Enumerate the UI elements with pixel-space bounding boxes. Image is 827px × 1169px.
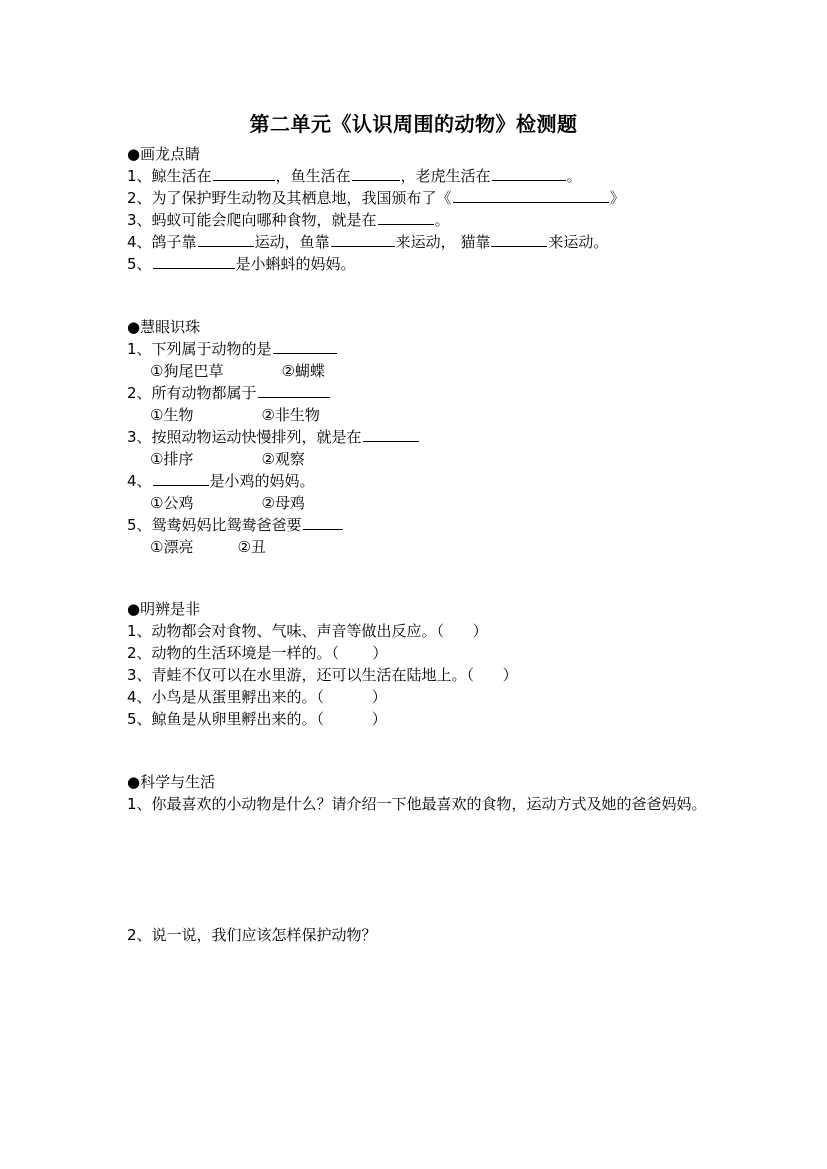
- answer-blank[interactable]: [378, 209, 434, 225]
- question-number: 1、: [127, 622, 152, 640]
- question-judge-2[interactable]: 2、动物的生活环境是一样的。（ ）: [127, 644, 388, 662]
- question-choice-2: 2、所有动物都属于: [127, 382, 331, 404]
- question-choice-4: 4、 是小鸡的妈妈。: [127, 472, 315, 490]
- section-heading-true-false: ●明辨是非: [127, 600, 201, 618]
- question-judge-1[interactable]: 1、动物都会对食物、气味、声音等做出反应。（ ）: [127, 622, 488, 640]
- question-fill-1: 1、鲸生活在 ，鱼生活在 ，老虎生活在 。: [127, 167, 582, 185]
- question-number: 4、: [127, 233, 152, 251]
- question-choice-1: 1、下列属于动物的是: [127, 338, 338, 360]
- question-number: 5、: [127, 710, 152, 728]
- choice-options: [150, 492, 305, 514]
- answer-blank[interactable]: [153, 253, 235, 269]
- question-number: 3、: [127, 211, 152, 229]
- section-heading-fill-blank: ●画龙点睛: [127, 145, 201, 163]
- answer-blank[interactable]: [198, 231, 254, 247]
- question-fill-5: 5、 是小蝌蚪的妈妈。: [127, 255, 356, 273]
- option-2[interactable]: ②蝴蝶: [281, 362, 325, 380]
- answer-blank[interactable]: [331, 231, 395, 247]
- question-open-1: 1、你最喜欢的小动物是什么？请介绍一下他最喜欢的食物，运动方式及她的爸爸妈妈。: [127, 795, 707, 813]
- choice-options: [150, 360, 325, 382]
- question-number: 1、: [127, 167, 152, 185]
- question-fill-4: 4、鸽子靠 运动，鱼靠 来运动， 猫靠 来运动。: [127, 233, 609, 251]
- answer-blank[interactable]: [363, 426, 419, 442]
- option-1[interactable]: ①生物: [150, 406, 194, 424]
- question-number: 5、: [127, 255, 152, 273]
- question-number: 3、: [127, 428, 152, 446]
- question-number: 2、: [127, 926, 152, 944]
- choice-options: [150, 448, 305, 470]
- option-1[interactable]: ①狗尾巴草: [150, 362, 224, 380]
- answer-blank[interactable]: [352, 165, 400, 181]
- question-number: 5、: [127, 516, 152, 534]
- question-fill-3: 3、蚂蚁可能会爬向哪种食物，就是在 。: [127, 211, 450, 229]
- option-2[interactable]: ②母鸡: [261, 494, 305, 512]
- answer-blank[interactable]: [258, 382, 330, 398]
- option-1[interactable]: ①漂亮: [150, 538, 194, 556]
- option-2[interactable]: ②丑: [237, 538, 266, 556]
- answer-blank[interactable]: [453, 187, 609, 203]
- answer-blank[interactable]: [492, 165, 566, 181]
- question-choice-3: 3、按照动物运动快慢排列，就是在: [127, 426, 420, 448]
- option-2[interactable]: ②非生物: [261, 406, 320, 424]
- option-1[interactable]: ①排序: [150, 450, 194, 468]
- question-number: 2、: [127, 644, 152, 662]
- answer-blank[interactable]: [273, 338, 337, 354]
- question-number: 4、: [127, 688, 152, 706]
- option-2[interactable]: ②观察: [261, 450, 305, 468]
- question-number: 3、: [127, 666, 152, 684]
- answer-blank[interactable]: [213, 165, 275, 181]
- answer-blank[interactable]: [303, 514, 343, 530]
- answer-blank[interactable]: [491, 231, 547, 247]
- section-heading-science-life: ●科学与生活: [127, 773, 216, 791]
- question-judge-4[interactable]: 4、小鸟是从蛋里孵出来的。（ ）: [127, 688, 387, 706]
- question-judge-3[interactable]: 3、青蛙不仅可以在水里游，还可以生活在陆地上。（ ）: [127, 666, 518, 684]
- question-number: 1、: [127, 795, 152, 813]
- page-title: 第二单元《认识周围的动物》检测题: [249, 112, 578, 136]
- question-number: 2、: [127, 189, 152, 207]
- question-number: 4、: [127, 472, 152, 490]
- question-number: 1、: [127, 340, 152, 358]
- section-heading-multiple-choice: ●慧眼识珠: [127, 318, 201, 336]
- answer-blank[interactable]: [153, 470, 209, 486]
- choice-options: [150, 536, 266, 558]
- question-open-2: 2、说一说，我们应该怎样保护动物？: [127, 926, 377, 944]
- question-number: 2、: [127, 384, 152, 402]
- question-judge-5[interactable]: 5、鲸鱼是从卵里孵出来的。（ ）: [127, 710, 387, 728]
- question-fill-2: 2、为了保护野生动物及其栖息地，我国颁布了《 》: [127, 189, 625, 207]
- option-1[interactable]: ①公鸡: [150, 494, 194, 512]
- choice-options: [150, 404, 320, 426]
- question-choice-5: 5、鸳鸯妈妈比鸳鸯爸爸要: [127, 514, 344, 536]
